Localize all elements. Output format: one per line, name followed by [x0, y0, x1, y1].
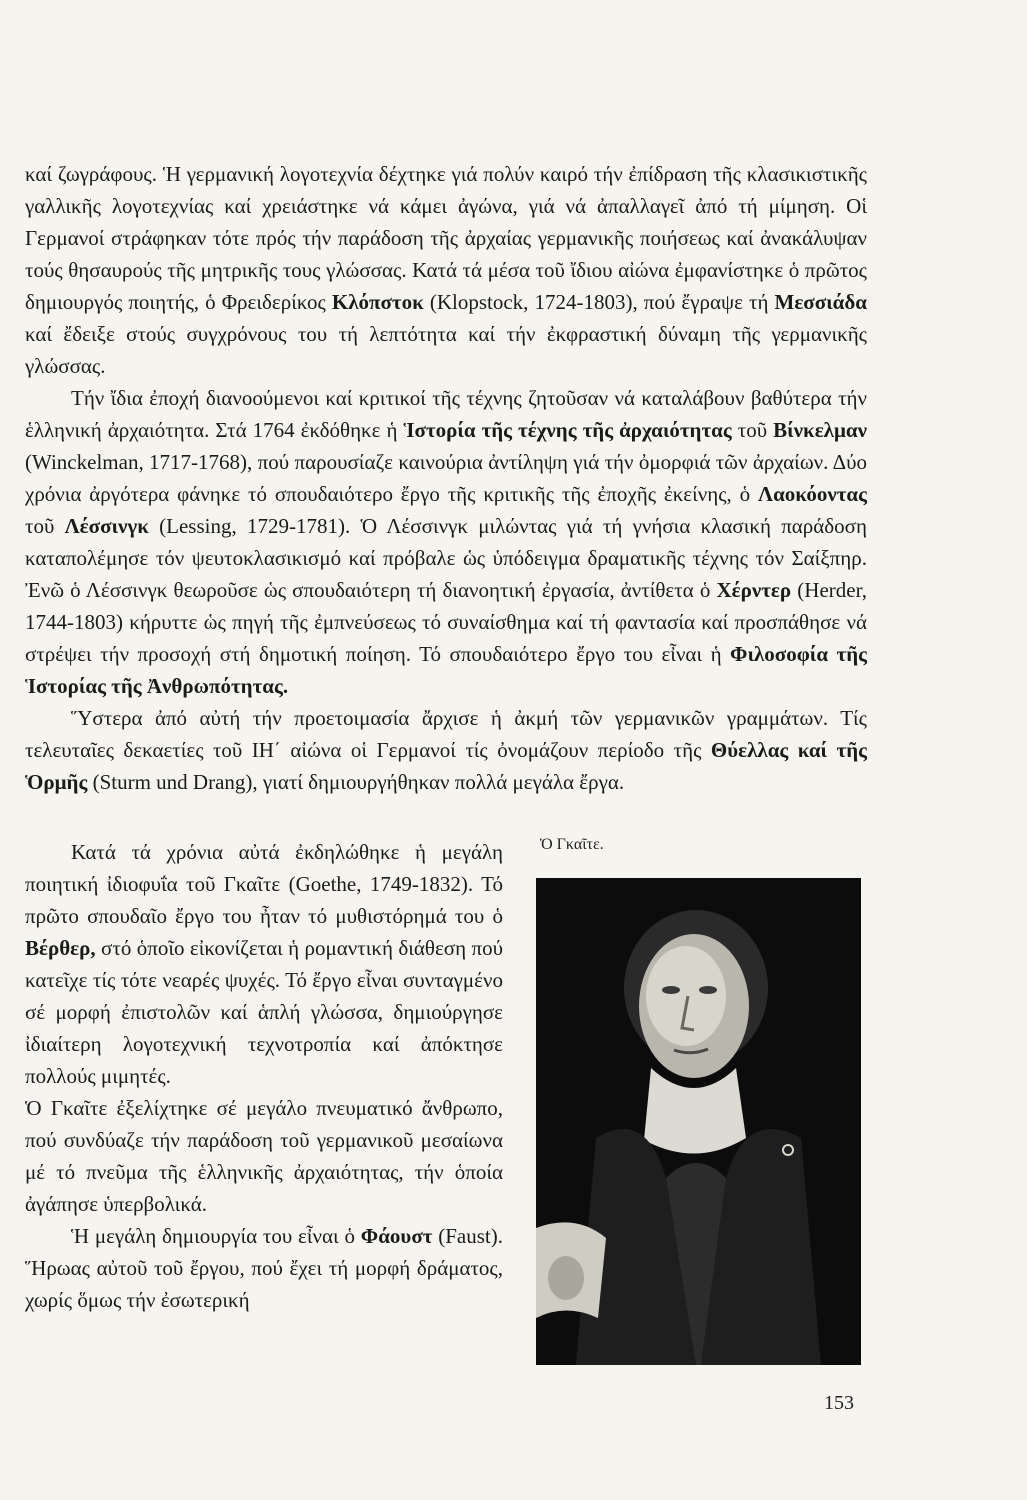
- text-run: Τήν ἴδια ἐποχή διανοούμενοι καί κριτικοί τῆς τέχνης ζητοῦσαν νά καταλάβουν βαθύτερα τήν ἑλληνική ἀρχαιότητα. Στά 1764 ἐκδόθηκε ἡ: [25, 386, 867, 442]
- bold-name: Κλόπστοκ: [331, 290, 424, 314]
- bold-title: Λαοκόοντας: [758, 482, 867, 506]
- text-run: (Faust). Ἥρωας αὐτοῦ τοῦ ἔργου, πού ἔχει τή μορφή δράματος, χωρίς ὅμως τήν ἐσωτερική: [25, 1224, 503, 1312]
- left-column-text-block: [25, 836, 503, 1316]
- photo-caption: Ὁ Γκαῖτε.: [540, 836, 604, 853]
- text-run: (Klopstock, 1724-1803), πού ἔγραψε τή: [423, 290, 775, 314]
- bold-title: Βέρθερ,: [25, 936, 96, 960]
- text-run: (Lessing, 1729-1781). Ὁ Λέσσινγκ μιλώντας γιά τή γνήσια κλασική παράδοση καταπολέμησε τόν ψευτοκλασικισμό καί πρόβαλε ὡς ὑπόδειγμα δραματικῆς τέχνης τόν Σαίξπηρ. Ἐνῶ ὁ Λέσσινγκ θεωροῦσε ὡς σπουδαιότερη τή διανοητική ἐργασία, ἀντίθετα ὁ: [25, 514, 867, 602]
- page-number: 153: [824, 1392, 854, 1414]
- text-run: τοῦ: [731, 418, 774, 442]
- paragraph-sturm-und-drang: [25, 702, 867, 798]
- paragraph-winckelmann-lessing-herder: [25, 382, 867, 702]
- text-run: Ὕστερα ἀπό αὐτή τήν προετοιμασία ἄρχισε ἡ ἀκμή τῶν γερμανικῶν γραμμάτων. Τίς τελευταῖες δεκαετίες τοῦ ΙΗ΄ αἰώνα οἱ Γερμανοί τίς ὀνομάζουν περίοδο τῆς: [25, 706, 867, 762]
- bold-title: Μεσσιάδα: [774, 290, 867, 314]
- bold-title: Φιλοσοφία τῆς Ἱστορίας τῆς Ἀνθρωπότητας.: [25, 642, 867, 698]
- bold-name: Βίνκελμαν: [773, 418, 867, 442]
- text-run: (Herder, 1744-1803) κήρυττε ὡς πηγή τῆς ἐμπνεύσεως τό συναίσθημα καί τή φαντασία καί προσπάθησε νά στρέψει τήν προσοχή στή δημοτική ποίηση. Τό σπουδαιότερο ἔργο του εἶναι ἡ: [25, 578, 867, 666]
- paragraph-klopstock: [25, 158, 867, 382]
- text-run: στό ὁποῖο εἰκονίζεται ἡ ρομαντική διάθεση πού κατεῖχε τίς τότε νεαρές ψυχές. Τό ἔργο εἶναι συνταγμένο σέ μορφή ἐπιστολῶν καί ἁπλή γλώσσα, δημιούργησε ἰδιαίτερη λογοτεχνική τεχνοτροπία καί ἀπόκτησε πολλούς μιμητές.: [25, 936, 503, 1088]
- text-run: (Winckelman, 1717-1768), πού παρουσίαζε καινούρια ἀντίληψη γιά τήν ὀμορφιά τῶν ἀρχαίων. Δύο χρόνια ἀργότερα φάνηκε τό σπουδαιότερο ἔργο τῆς κριτικῆς τῆς ἐποχῆς ἐκείνης, ὁ: [25, 450, 867, 506]
- bold-title: Φάουστ: [360, 1224, 433, 1248]
- text-run: (Sturm und Drang), γιατί δημιουργήθηκαν πολλά μεγάλα ἔργα.: [87, 770, 625, 794]
- top-text-block: [25, 158, 867, 798]
- goethe-portrait: [536, 878, 861, 1365]
- bold-title: Ἱστορία τῆς τέχνης τῆς ἀρχαιότητας: [403, 418, 732, 442]
- text-run: Ἡ μεγάλη δημιουργία του εἶναι ὁ: [71, 1224, 361, 1248]
- bold-name: Λέσσινγκ: [64, 514, 149, 538]
- bold-name: Χέρντερ: [716, 578, 792, 602]
- text-run: καί ζωγράφους. Ἡ γερμανική λογοτεχνία δέχτηκε γιά πολύν καιρό τήν ἐπίδραση τῆς κλασικιστικῆς γαλλικῆς λογοτεχνίας καί χρειάστηκε νά κάμει ἀγώνα, γιά νά ἀπαλλαγεῖ ἀπό τή μίμηση. Οἱ Γερμανοί στράφηκαν τότε πρός τήν παράδοση τῆς ἀρχαίας γερμανικῆς ποιήσεως καί ἀνακάλυψαν τούς θησαυρούς τῆς μητρικῆς τους γλώσσας. Κατά τά μέσα τοῦ ἴδιου αἰώνα ἐμφανίστηκε ὁ πρῶτος δημιουργός ποιητής, ὁ Φρειδερίκος: [25, 162, 867, 314]
- text-run: Κατά τά χρόνια αὐτά ἐκδηλώθηκε ἡ μεγάλη ποιητική ἰδιοφυΐα τοῦ Γκαῖτε (Goethe, 1749-1832). Τό πρῶτο σπουδαῖο ἔργο του ἦταν τό μυθιστόρημά του ὁ: [25, 840, 503, 928]
- bold-title: Θύελλας καί τῆς Ὁρμῆς: [25, 738, 867, 794]
- text-run: Ὁ Γκαῖτε ἐξελίχτηκε σέ μεγάλο πνευματικό ἄνθρωπο, πού συνδύαζε τήν παράδοση τοῦ γερμανικοῦ μεσαίωνα μέ τό πνεῦμα τῆς ἑλληνικῆς ἀρχαιότητας, τήν ὁποία ἀγάπησε ὑπερβολικά.: [25, 1096, 503, 1216]
- portrait-illustration: [536, 878, 861, 1365]
- paragraph-goethe-werther: [25, 836, 503, 1092]
- paragraph-goethe-spirit: [25, 1092, 503, 1220]
- paragraph-faust: [25, 1220, 503, 1316]
- text-run: καί ἔδειξε στούς συγχρόνους του τή λεπτότητα καί τήν ἐκφραστική δύναμη τῆς γερμανικῆς γλώσσας.: [25, 322, 867, 378]
- text-run: τοῦ: [25, 514, 65, 538]
